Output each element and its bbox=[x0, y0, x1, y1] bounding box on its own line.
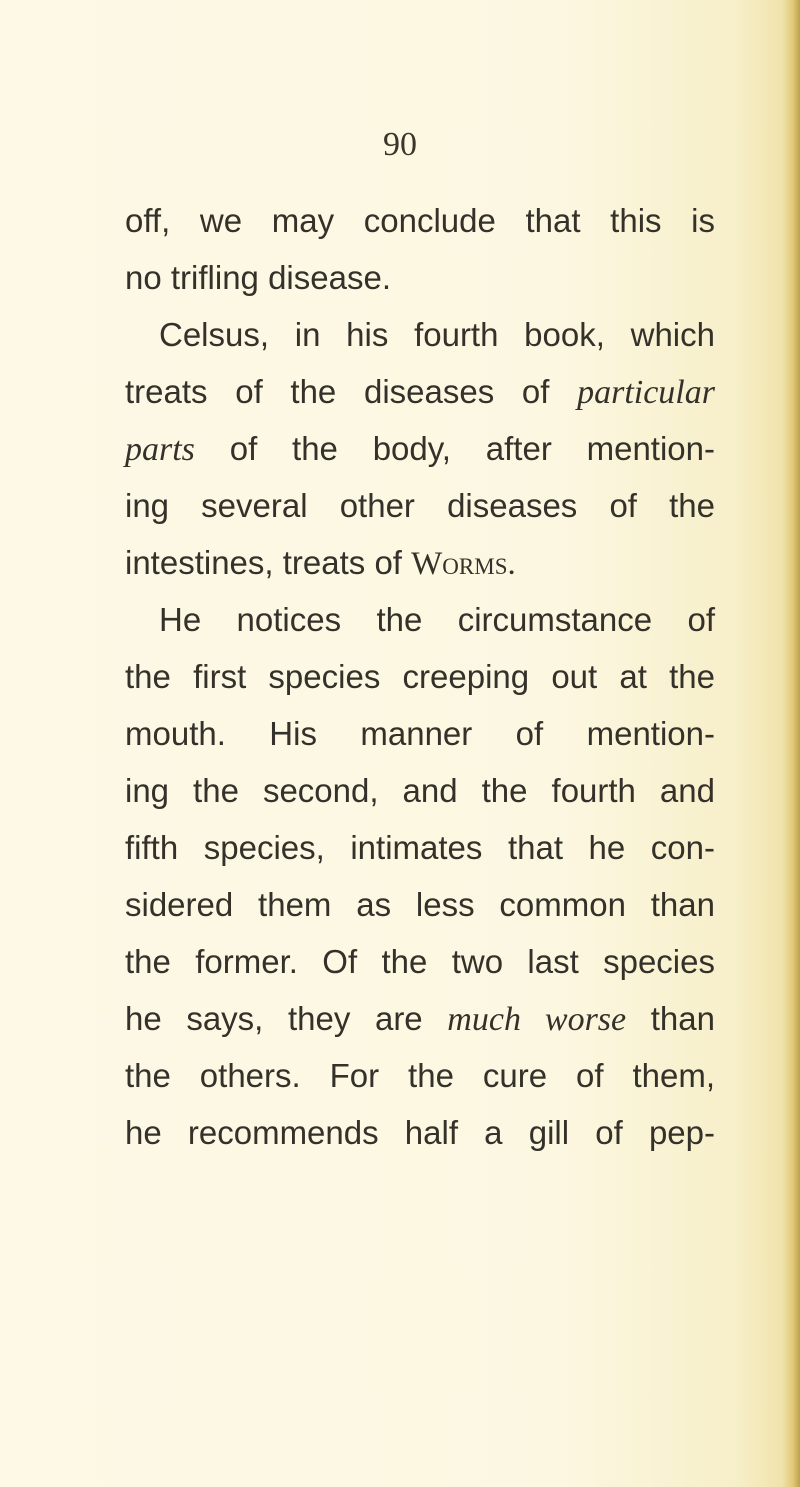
page-edge-shading bbox=[782, 0, 800, 1487]
paragraph-start-line: Celsus, in his fourth book, which bbox=[159, 316, 715, 353]
text-line: intestines, treats of Worms. bbox=[125, 544, 516, 582]
text-line: off, we may conclude that this is bbox=[125, 202, 715, 239]
text-line: he says, they are much worse than bbox=[125, 1000, 715, 1038]
italic-phrase: parts bbox=[125, 431, 195, 468]
text-line: mouth. His manner of mention- bbox=[125, 715, 715, 752]
text-line: no trifling disease. bbox=[125, 259, 391, 296]
text-line: treats of the diseases of particular bbox=[125, 373, 715, 411]
italic-phrase: much worse bbox=[447, 1001, 627, 1038]
text-line: the former. Of the two last species bbox=[125, 943, 715, 980]
text-line: sidered them as less common than bbox=[125, 886, 715, 923]
text-line: he recommends half a gill of pep- bbox=[125, 1114, 715, 1151]
text-line: the first species creeping out at the bbox=[125, 658, 715, 695]
body-text bbox=[125, 192, 715, 1161]
text-line: ing several other diseases of the bbox=[125, 487, 715, 524]
text-line: ing the second, and the fourth and bbox=[125, 772, 715, 809]
text-line: fifth species, intimates that he con- bbox=[125, 829, 715, 866]
small-caps-word: Worms. bbox=[411, 546, 516, 582]
italic-phrase: particular bbox=[577, 374, 715, 411]
text-line: parts of the body, after mention- bbox=[125, 430, 715, 468]
page-number: 90 bbox=[383, 126, 417, 163]
text-line: the others. For the cure of them, bbox=[125, 1057, 715, 1094]
paragraph-start-line: He notices the circumstance of bbox=[159, 601, 715, 638]
